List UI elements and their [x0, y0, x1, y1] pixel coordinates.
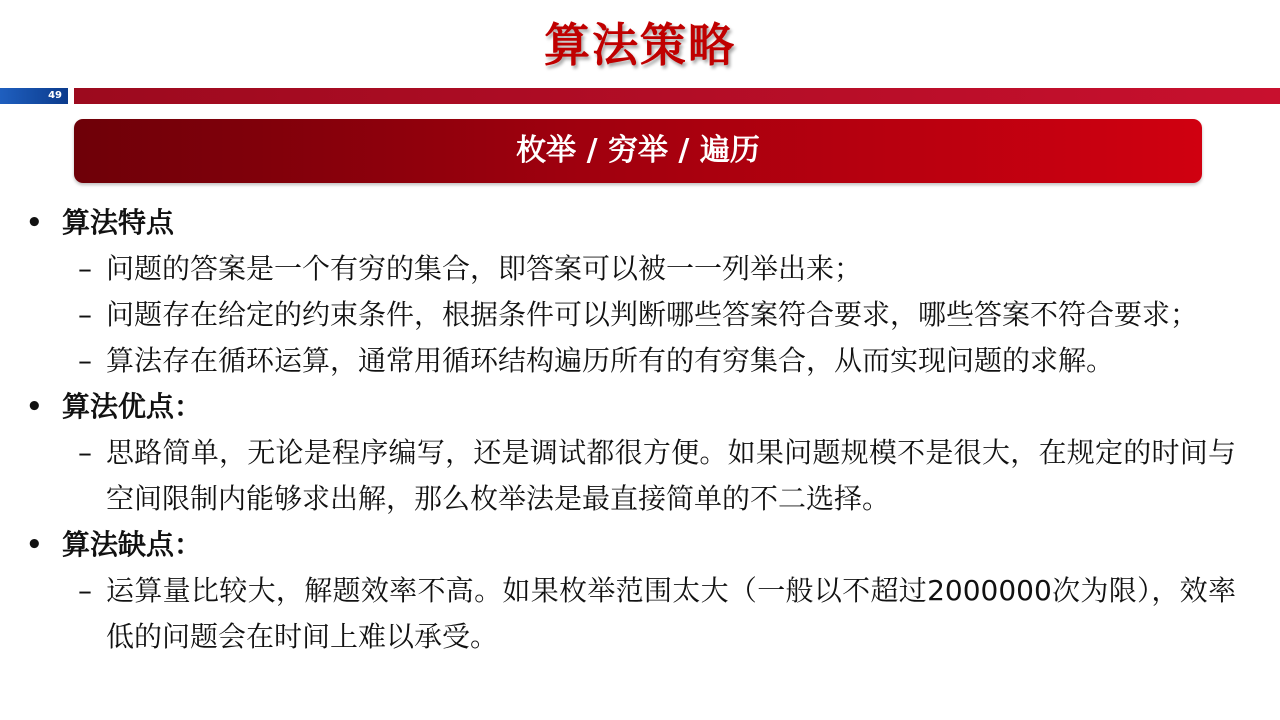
list-item: [26, 292, 1266, 338]
list-item: [26, 430, 1266, 522]
bullet-icon: •: [26, 208, 43, 238]
bullet-icon: •: [26, 530, 43, 560]
section-heading-text: 算法特点: [62, 206, 175, 239]
section-heading: [26, 522, 1266, 568]
bullet-icon: •: [26, 392, 43, 422]
dash-icon: –: [78, 298, 92, 331]
header-red-bar: [74, 88, 1280, 104]
section-heading-text: 算法优点：: [62, 390, 203, 423]
list-item-text: 思路简单，无论是程序编写，还是调试都很方便。如果问题规模不是很大，在规定的时间与空间限制内能够求出解，那么枚举法是最直接简单的不二选择。: [106, 436, 1236, 515]
section-heading: [26, 384, 1266, 430]
list-item-text: 问题存在给定的约束条件，根据条件可以判断哪些答案符合要求，哪些答案不符合要求；: [106, 298, 1199, 331]
list-item-text: 问题的答案是一个有穷的集合，即答案可以被一一列举出来；: [106, 252, 863, 285]
dash-icon: –: [78, 574, 92, 607]
section-heading: [26, 200, 1266, 246]
topic-banner: 枚举 / 穷举 / 遍历: [74, 119, 1202, 183]
section-heading-text: 算法缺点：: [62, 528, 203, 561]
list-item-text: 运算量比较大，解题效率不高。如果枚举范围太大（一般以不超过2000000次为限），效率低的问题会在时间上难以承受。: [106, 574, 1236, 653]
page-number: 49: [0, 88, 68, 104]
slide-title: 算法策略: [544, 18, 736, 72]
dash-icon: –: [78, 344, 92, 377]
slide-content: [26, 200, 1266, 660]
header-bar: [0, 88, 1280, 104]
list-item: [26, 246, 1266, 292]
dash-icon: –: [78, 436, 92, 469]
dash-icon: –: [78, 252, 92, 285]
list-item: [26, 568, 1266, 660]
list-item: [26, 338, 1266, 384]
list-item-text: 算法存在循环运算，通常用循环结构遍历所有的有穷集合，从而实现问题的求解。: [106, 344, 1115, 377]
